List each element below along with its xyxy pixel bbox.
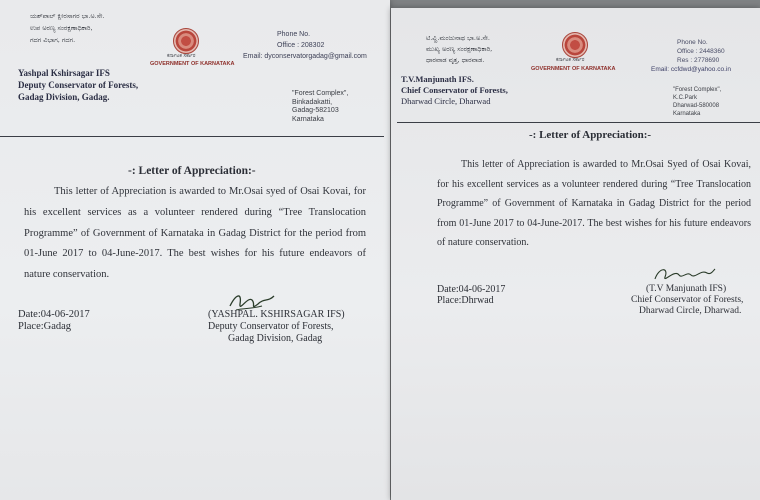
- kannada-header-line: ಉಪ ಅರಣ್ಯ ಸಂರಕ್ಷಣಾಧಿಕಾರಿ,: [30, 24, 93, 32]
- kannada-header-line: ಗದಗ ವಿಭಾಗ, ಗದಗ.: [30, 36, 76, 44]
- phone-label: Phone No.: [677, 39, 708, 46]
- phone-label: Phone No.: [277, 31, 311, 38]
- letter-date: Date:04-06-2017: [18, 309, 90, 320]
- signatory-name: (T.V Manjunath IFS): [646, 284, 727, 294]
- letter-body: This letter of Appreciation is awarded to Mr.Osai Syed of Osai Kovai, for his excellent services as a volunteer rendered during “Tree Translocation Programme” of Government of Karnataka in Gadag District for the period from 01-June 2017 to 04-June-2017. The best wishes for his future endeavors of nature conservation.: [437, 159, 751, 248]
- address-line: Gadag-582103: [292, 107, 339, 114]
- karnataka-emblem-icon: [173, 28, 199, 54]
- header-divider: [0, 136, 384, 137]
- kannada-header-line: ಧಾರವಾಡ ವೃತ್ತ, ಧಾರವಾಡ.: [426, 56, 485, 64]
- emblem-kannada: ಕರ್ನಾಟಕ ಸರ್ಕಾರ: [556, 57, 585, 63]
- signatory-title: Chief Conservator of Forests,: [631, 295, 744, 305]
- header-divider: [397, 122, 760, 123]
- kannada-header-line: ಮುಖ್ಯ ಅರಣ್ಯ ಸಂರಕ್ಷಣಾಧಿಕಾರಿ,: [426, 45, 493, 53]
- emblem-kannada: ಕರ್ನಾಟಕ ಸರ್ಕಾರ: [167, 53, 196, 59]
- office-phone: Office : 2448360: [677, 48, 725, 55]
- right-letter: [391, 8, 760, 500]
- letter-heading: -: Letter of Appreciation:-: [128, 165, 256, 177]
- kannada-header-line: ಯಶ್‌ಪಾಲ್ ಕ್ಷೀರಸಾಗರ ಭಾ.ಅ.ಸೇ.: [30, 12, 105, 20]
- office-phone: Office : 208302: [277, 42, 325, 49]
- signatory-division: Gadag Division, Gadag: [228, 333, 323, 344]
- letter-heading: -: Letter of Appreciation:-: [529, 129, 652, 141]
- signatory-name: (YASHPAL. KSHIRSAGAR IFS): [208, 309, 345, 320]
- address-line: Karnataka: [292, 115, 324, 123]
- officer-name: Yashpal Kshirsagar IFS: [18, 68, 110, 78]
- letter-body: This letter of Appreciation is awarded to Mr.Osai syed of Osai Kovai, for his excellent services as a volunteer rendered during “Tree Translocation Programme” of Government of Karnataka in Gadag District for the period from 01-June 2017 to 04-June-2017. The best wishes for his future endeavors of nature conservation.: [24, 186, 366, 281]
- signatory-title: Deputy Conservator of Forests,: [208, 321, 334, 332]
- address-line: Binkadakatti,: [292, 98, 333, 106]
- letter-place: Place:Gadag: [18, 321, 72, 332]
- address-line: Dharwad-580008: [673, 103, 720, 109]
- email: Email: dyconservatorgadag@gmail.com: [243, 53, 367, 60]
- government-label: GOVERNMENT OF KARNATAKA: [531, 66, 616, 72]
- address-line: "Forest Complex",: [292, 90, 349, 97]
- letter-date: Date:04-06-2017: [437, 284, 506, 295]
- kannada-header-line: ಟಿ.ವ್ಹಿ.ಮಂಜುನಾಥ ಭಾ.ಅ.ಸೇ.: [426, 34, 490, 42]
- address-line: Karnataka: [673, 111, 701, 117]
- officer-division: Dharwad Circle, Dharwad: [401, 96, 491, 106]
- address-line: K.C.Park: [673, 95, 698, 101]
- government-label: GOVERNMENT OF KARNATAKA: [150, 61, 235, 67]
- letter-place: Place:Dhrwad: [437, 295, 494, 306]
- signatory-division: Dharwad Circle, Dharwad.: [639, 306, 742, 316]
- address-block: [673, 86, 721, 118]
- address-block: [292, 90, 348, 124]
- officer-division: Gadag Division, Gadag.: [18, 92, 110, 102]
- officer-name: T.V.Manjunath IFS.: [401, 74, 474, 84]
- address-line: "Forest Complex",: [673, 87, 722, 93]
- email: Email: ccfdwd@yahoo.co.in: [651, 66, 731, 73]
- karnataka-emblem-icon: [562, 32, 588, 58]
- residence-phone: Res : 2778690: [677, 57, 720, 64]
- officer-title: Deputy Conservator of Forests,: [18, 80, 139, 90]
- officer-title: Chief Conservator of Forests,: [401, 85, 508, 95]
